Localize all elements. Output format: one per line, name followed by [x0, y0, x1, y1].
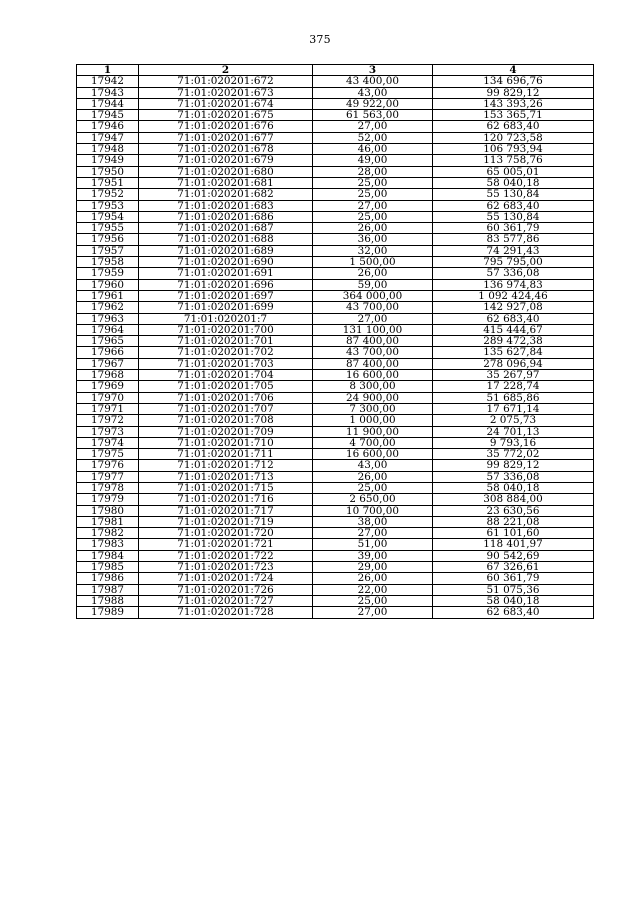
area-cell: 59,00	[313, 279, 433, 290]
cadastral-number-cell: 71:01:020201:697	[139, 290, 313, 301]
cadastral-number-cell: 71:01:020201:691	[139, 268, 313, 279]
area-cell: 46,00	[313, 144, 433, 155]
table-row	[77, 223, 594, 234]
value-cell: 120 723,58	[433, 132, 594, 143]
cadastral-number-cell: 71:01:020201:675	[139, 110, 313, 121]
table-row	[77, 358, 594, 369]
area-cell: 27,00	[313, 313, 433, 324]
cadastral-number-cell: 71:01:020201:677	[139, 132, 313, 143]
table-row	[77, 144, 594, 155]
value-cell: 58 040,18	[433, 595, 594, 606]
table-row	[77, 584, 594, 595]
table-row	[77, 200, 594, 211]
area-cell: 28,00	[313, 166, 433, 177]
value-cell: 58 040,18	[433, 482, 594, 493]
row-number-cell: 17985	[77, 562, 139, 573]
row-number-cell: 17973	[77, 426, 139, 437]
row-number-cell: 17971	[77, 403, 139, 414]
cadastral-number-cell: 71:01:020201:699	[139, 302, 313, 313]
cadastral-number-cell: 71:01:020201:728	[139, 607, 313, 618]
row-number-cell: 17968	[77, 370, 139, 381]
table-row	[77, 155, 594, 166]
cadastral-number-cell: 71:01:020201:710	[139, 437, 313, 448]
table-row	[77, 437, 594, 448]
row-number-cell: 17951	[77, 177, 139, 188]
cadastral-number-cell: 71:01:020201:722	[139, 550, 313, 561]
area-cell: 24 900,00	[313, 392, 433, 403]
area-cell: 49 922,00	[313, 98, 433, 109]
data-table	[76, 64, 594, 619]
row-number-cell: 17953	[77, 200, 139, 211]
cadastral-number-cell: 71:01:020201:676	[139, 121, 313, 132]
row-number-cell: 17961	[77, 290, 139, 301]
table-row	[77, 460, 594, 471]
row-number-cell: 17955	[77, 223, 139, 234]
area-cell: 26,00	[313, 268, 433, 279]
area-cell: 61 563,00	[313, 110, 433, 121]
area-cell: 8 300,00	[313, 381, 433, 392]
value-cell: 113 758,76	[433, 155, 594, 166]
area-cell: 16 600,00	[313, 449, 433, 460]
table-row	[77, 110, 594, 121]
row-number-cell: 17950	[77, 166, 139, 177]
value-cell: 308 884,00	[433, 494, 594, 505]
value-cell: 58 040,18	[433, 177, 594, 188]
value-cell: 1 092 424,46	[433, 290, 594, 301]
row-number-cell: 17974	[77, 437, 139, 448]
table-row	[77, 313, 594, 324]
value-cell: 134 696,76	[433, 76, 594, 87]
value-cell: 9 793,16	[433, 437, 594, 448]
area-cell: 87 400,00	[313, 336, 433, 347]
column-header: 2	[139, 65, 313, 76]
area-cell: 22,00	[313, 584, 433, 595]
area-cell: 51,00	[313, 539, 433, 550]
row-number-cell: 17963	[77, 313, 139, 324]
value-cell: 83 577,86	[433, 234, 594, 245]
table-body	[77, 76, 594, 618]
table-row	[77, 234, 594, 245]
table-row	[77, 336, 594, 347]
value-cell: 415 444,67	[433, 324, 594, 335]
row-number-cell: 17972	[77, 415, 139, 426]
column-header: 1	[77, 65, 139, 76]
area-cell: 1 000,00	[313, 415, 433, 426]
area-cell: 25,00	[313, 189, 433, 200]
row-number-cell: 17944	[77, 98, 139, 109]
area-cell: 4 700,00	[313, 437, 433, 448]
row-number-cell: 17942	[77, 76, 139, 87]
area-cell: 27,00	[313, 200, 433, 211]
cadastral-number-cell: 71:01:020201:678	[139, 144, 313, 155]
table-row	[77, 403, 594, 414]
table-row	[77, 98, 594, 109]
value-cell: 88 221,08	[433, 516, 594, 527]
row-number-cell: 17948	[77, 144, 139, 155]
area-cell: 26,00	[313, 471, 433, 482]
cadastral-number-cell: 71:01:020201:702	[139, 347, 313, 358]
area-cell: 26,00	[313, 573, 433, 584]
cadastral-number-cell: 71:01:020201:683	[139, 200, 313, 211]
table-row	[77, 121, 594, 132]
value-cell: 136 974,83	[433, 279, 594, 290]
value-cell: 57 336,08	[433, 471, 594, 482]
row-number-cell: 17954	[77, 211, 139, 222]
value-cell: 62 683,40	[433, 313, 594, 324]
table-row	[77, 177, 594, 188]
cadastral-number-cell: 71:01:020201:700	[139, 324, 313, 335]
area-cell: 39,00	[313, 550, 433, 561]
cadastral-number-cell: 71:01:020201:724	[139, 573, 313, 584]
area-cell: 49,00	[313, 155, 433, 166]
row-number-cell: 17975	[77, 449, 139, 460]
cadastral-number-cell: 71:01:020201:709	[139, 426, 313, 437]
row-number-cell: 17964	[77, 324, 139, 335]
row-number-cell: 17977	[77, 471, 139, 482]
value-cell: 23 630,56	[433, 505, 594, 516]
value-cell: 99 829,12	[433, 460, 594, 471]
row-number-cell: 17984	[77, 550, 139, 561]
table-row	[77, 302, 594, 313]
cadastral-number-cell: 71:01:020201:681	[139, 177, 313, 188]
table-row	[77, 471, 594, 482]
cadastral-number-cell: 71:01:020201:704	[139, 370, 313, 381]
area-cell: 52,00	[313, 132, 433, 143]
area-cell: 1 500,00	[313, 257, 433, 268]
table-row	[77, 381, 594, 392]
value-cell: 795 795,00	[433, 257, 594, 268]
value-cell: 62 683,40	[433, 200, 594, 211]
table-row	[77, 370, 594, 381]
value-cell: 55 130,84	[433, 211, 594, 222]
table-row	[77, 245, 594, 256]
cadastral-number-cell: 71:01:020201:707	[139, 403, 313, 414]
cadastral-number-cell: 71:01:020201:687	[139, 223, 313, 234]
cadastral-number-cell: 71:01:020201:682	[139, 189, 313, 200]
table-row	[77, 324, 594, 335]
value-cell: 60 361,79	[433, 223, 594, 234]
table-row	[77, 550, 594, 561]
cadastral-number-cell: 71:01:020201:708	[139, 415, 313, 426]
cadastral-number-cell: 71:01:020201:690	[139, 257, 313, 268]
cadastral-number-cell: 71:01:020201:720	[139, 528, 313, 539]
row-number-cell: 17970	[77, 392, 139, 403]
area-cell: 32,00	[313, 245, 433, 256]
row-number-cell: 17962	[77, 302, 139, 313]
cadastral-number-cell: 71:01:020201:727	[139, 595, 313, 606]
row-number-cell: 17945	[77, 110, 139, 121]
value-cell: 55 130,84	[433, 189, 594, 200]
table-row	[77, 392, 594, 403]
table-row	[77, 607, 594, 618]
value-cell: 35 772,02	[433, 449, 594, 460]
area-cell: 25,00	[313, 482, 433, 493]
table-row	[77, 279, 594, 290]
table-row	[77, 528, 594, 539]
row-number-cell: 17943	[77, 87, 139, 98]
cadastral-number-cell: 71:01:020201:716	[139, 494, 313, 505]
cadastral-number-cell: 71:01:020201:674	[139, 98, 313, 109]
cadastral-number-cell: 71:01:020201:686	[139, 211, 313, 222]
cadastral-number-cell: 71:01:020201:726	[139, 584, 313, 595]
area-cell: 7 300,00	[313, 403, 433, 414]
area-cell: 27,00	[313, 121, 433, 132]
area-cell: 38,00	[313, 516, 433, 527]
value-cell: 142 927,08	[433, 302, 594, 313]
value-cell: 57 336,08	[433, 268, 594, 279]
area-cell: 16 600,00	[313, 370, 433, 381]
row-number-cell: 17957	[77, 245, 139, 256]
table-row	[77, 268, 594, 279]
table-row	[77, 426, 594, 437]
row-number-cell: 17986	[77, 573, 139, 584]
table-row	[77, 449, 594, 460]
table-row	[77, 595, 594, 606]
table-header-row	[77, 65, 594, 76]
cadastral-number-cell: 71:01:020201:711	[139, 449, 313, 460]
table-row	[77, 76, 594, 87]
table-row	[77, 87, 594, 98]
value-cell: 17 671,14	[433, 403, 594, 414]
row-number-cell: 17982	[77, 528, 139, 539]
value-cell: 106 793,94	[433, 144, 594, 155]
row-number-cell: 17969	[77, 381, 139, 392]
area-cell: 43 700,00	[313, 347, 433, 358]
area-cell: 364 000,00	[313, 290, 433, 301]
value-cell: 51 685,86	[433, 392, 594, 403]
table-row	[77, 562, 594, 573]
area-cell: 43,00	[313, 87, 433, 98]
cadastral-number-cell: 71:01:020201:705	[139, 381, 313, 392]
area-cell: 43 400,00	[313, 76, 433, 87]
cadastral-number-cell: 71:01:020201:679	[139, 155, 313, 166]
value-cell: 143 393,26	[433, 98, 594, 109]
area-cell: 27,00	[313, 528, 433, 539]
value-cell: 61 101,60	[433, 528, 594, 539]
area-cell: 25,00	[313, 177, 433, 188]
row-number-cell: 17979	[77, 494, 139, 505]
value-cell: 74 291,43	[433, 245, 594, 256]
value-cell: 62 683,40	[433, 121, 594, 132]
area-cell: 27,00	[313, 607, 433, 618]
area-cell: 131 100,00	[313, 324, 433, 335]
table-row	[77, 132, 594, 143]
page-number: 375	[309, 33, 331, 46]
area-cell: 43 700,00	[313, 302, 433, 313]
table-row	[77, 415, 594, 426]
row-number-cell: 17956	[77, 234, 139, 245]
value-cell: 2 075,73	[433, 415, 594, 426]
row-number-cell: 17983	[77, 539, 139, 550]
row-number-cell: 17989	[77, 607, 139, 618]
value-cell: 118 401,97	[433, 539, 594, 550]
value-cell: 67 326,61	[433, 562, 594, 573]
area-cell: 29,00	[313, 562, 433, 573]
cadastral-number-cell: 71:01:020201:721	[139, 539, 313, 550]
table-row	[77, 347, 594, 358]
cadastral-number-cell: 71:01:020201:719	[139, 516, 313, 527]
cadastral-number-cell: 71:01:020201:713	[139, 471, 313, 482]
cadastral-number-cell: 71:01:020201:672	[139, 76, 313, 87]
value-cell: 65 005,01	[433, 166, 594, 177]
value-cell: 99 829,12	[433, 87, 594, 98]
row-number-cell: 17949	[77, 155, 139, 166]
row-number-cell: 17978	[77, 482, 139, 493]
table-row	[77, 257, 594, 268]
area-cell: 25,00	[313, 595, 433, 606]
value-cell: 135 627,84	[433, 347, 594, 358]
value-cell: 24 701,13	[433, 426, 594, 437]
table-row	[77, 290, 594, 301]
value-cell: 62 683,40	[433, 607, 594, 618]
column-header: 3	[313, 65, 433, 76]
row-number-cell: 17988	[77, 595, 139, 606]
table-row	[77, 539, 594, 550]
cadastral-number-cell: 71:01:020201:712	[139, 460, 313, 471]
cadastral-number-cell: 71:01:020201:701	[139, 336, 313, 347]
column-header: 4	[433, 65, 594, 76]
row-number-cell: 17981	[77, 516, 139, 527]
table-row	[77, 505, 594, 516]
area-cell: 26,00	[313, 223, 433, 234]
table-row	[77, 189, 594, 200]
table-row	[77, 211, 594, 222]
row-number-cell: 17965	[77, 336, 139, 347]
row-number-cell: 17959	[77, 268, 139, 279]
area-cell: 2 650,00	[313, 494, 433, 505]
table-row	[77, 482, 594, 493]
cadastral-number-cell: 71:01:020201:673	[139, 87, 313, 98]
table-row	[77, 516, 594, 527]
cadastral-number-cell: 71:01:020201:7	[139, 313, 313, 324]
row-number-cell: 17987	[77, 584, 139, 595]
value-cell: 153 365,71	[433, 110, 594, 121]
table-row	[77, 494, 594, 505]
row-number-cell: 17967	[77, 358, 139, 369]
table-row	[77, 166, 594, 177]
value-cell: 51 075,36	[433, 584, 594, 595]
value-cell: 60 361,79	[433, 573, 594, 584]
row-number-cell: 17946	[77, 121, 139, 132]
row-number-cell: 17952	[77, 189, 139, 200]
row-number-cell: 17980	[77, 505, 139, 516]
area-cell: 36,00	[313, 234, 433, 245]
value-cell: 278 096,94	[433, 358, 594, 369]
value-cell: 17 228,74	[433, 381, 594, 392]
cadastral-number-cell: 71:01:020201:696	[139, 279, 313, 290]
value-cell: 35 267,97	[433, 370, 594, 381]
area-cell: 43,00	[313, 460, 433, 471]
row-number-cell: 17958	[77, 257, 139, 268]
area-cell: 10 700,00	[313, 505, 433, 516]
value-cell: 90 542,69	[433, 550, 594, 561]
area-cell: 11 900,00	[313, 426, 433, 437]
value-cell: 289 472,38	[433, 336, 594, 347]
cadastral-number-cell: 71:01:020201:723	[139, 562, 313, 573]
cadastral-number-cell: 71:01:020201:680	[139, 166, 313, 177]
cadastral-number-cell: 71:01:020201:689	[139, 245, 313, 256]
cadastral-number-cell: 71:01:020201:703	[139, 358, 313, 369]
row-number-cell: 17976	[77, 460, 139, 471]
table-row	[77, 573, 594, 584]
cadastral-number-cell: 71:01:020201:706	[139, 392, 313, 403]
area-cell: 87 400,00	[313, 358, 433, 369]
cadastral-number-cell: 71:01:020201:688	[139, 234, 313, 245]
area-cell: 25,00	[313, 211, 433, 222]
row-number-cell: 17966	[77, 347, 139, 358]
cadastral-number-cell: 71:01:020201:717	[139, 505, 313, 516]
row-number-cell: 17947	[77, 132, 139, 143]
cadastral-number-cell: 71:01:020201:715	[139, 482, 313, 493]
row-number-cell: 17960	[77, 279, 139, 290]
